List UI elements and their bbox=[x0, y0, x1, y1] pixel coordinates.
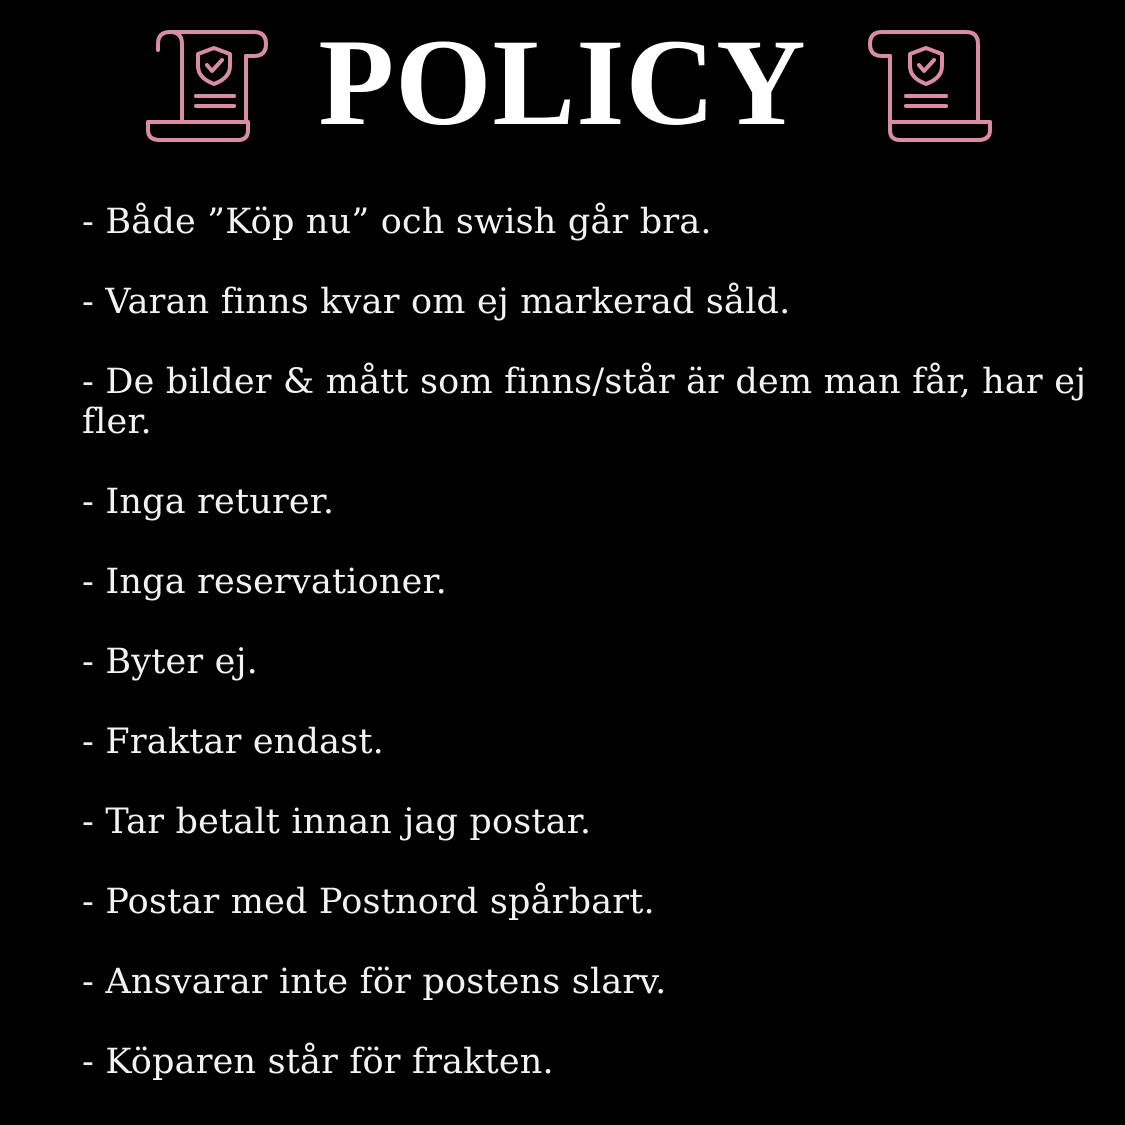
policy-item: - Postar med Postnord spårbart. bbox=[82, 882, 655, 922]
policy-item: - Ansvarar inte för postens slarv. bbox=[82, 962, 667, 1002]
policy-item: - Både ”Köp nu” och swish går bra. bbox=[82, 202, 712, 242]
policy-item: - Varan finns kvar om ej markerad såld. bbox=[82, 282, 791, 322]
policy-item: - Inga returer. bbox=[82, 482, 335, 522]
policy-item: - Byter ej. bbox=[82, 642, 258, 682]
policy-item: - Fraktar endast. bbox=[82, 722, 384, 762]
page-title: POLICY bbox=[318, 14, 807, 151]
policy-item: - Tar betalt innan jag postar. bbox=[82, 802, 592, 842]
policy-item: - Köparen står för frakten. bbox=[82, 1042, 554, 1082]
header bbox=[0, 14, 1125, 151]
policy-scroll-shield-icon bbox=[866, 26, 994, 144]
policy-item: - Inga reservationer. bbox=[82, 562, 448, 602]
policy-item: - De bilder & mått som finns/står är dem man får, har ej fler. bbox=[82, 362, 1087, 442]
policy-list bbox=[82, 202, 1092, 1122]
